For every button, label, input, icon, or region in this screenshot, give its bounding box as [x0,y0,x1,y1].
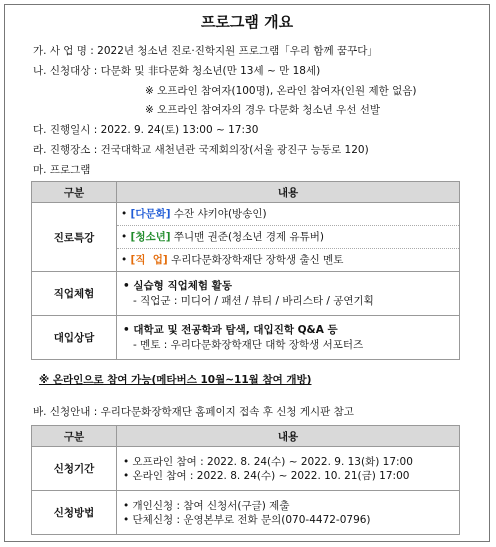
page-title: 프로그램 개요 [200,13,294,31]
target-value: 다문화 및 非다문화 청소년(만 13세 ~ 만 18세) [100,65,321,77]
target-note-1: ※ 오프라인 참여자(100명), 온라인 참여자(인원 제한 없음) [145,85,417,97]
venue-value: 건국대학교 새천년관 국제회의장(서울 광진구 능동로 120) [100,144,369,156]
program-header-category: 구분 [32,182,117,203]
date-value: 2022. 9. 24(토) 13:00 ~ 17:30 [100,124,259,136]
method-category: 신청방법 [32,491,117,535]
program-header-content: 내용 [117,182,460,203]
online-note: ※ 온라인으로 참여 가능(메타버스 10월~11월 참여 개방) [39,374,312,386]
table-row [32,447,460,491]
career-category: 진로특강 [32,203,117,272]
speaker-2: 쭈니맨 권준(청소년 경제 유튜버) [170,231,324,243]
apply-guide-label: 바. 신청안내 [33,406,91,418]
table-row [32,272,460,316]
date-line: 다. 진행일시 : 2022. 9. 24(토) 13:00 ~ 17:30 [33,124,259,136]
apply-header-content: 내용 [117,426,460,447]
job-content [117,272,460,316]
venue-line: 라. 진행장소 : 건국대학교 새천년관 국제회의장(서울 광진구 능동로 120) [33,144,369,156]
target-label: 나. 신청대상 [33,65,91,77]
target-line: 나. 신청대상 : 다문화 및 非다문화 청소년(만 13세 ~ 만 18세) [33,65,321,77]
job-sub: - 직업군 : 미디어 / 패션 / 뷰티 / 바리스타 / 공연기획 [133,294,374,307]
youth-tag: [청소년] [130,231,171,243]
project-name-line: 가. 사 업 명 : 2022년 청소년 진로·진학지원 프로그램「우리 함께 꿈꾸다」 [33,45,378,57]
method-group: • 단체신청 : 운영본부로 전화 문의(070-4472-0796) [123,513,371,526]
apply-guide-value: 우리다문화장학재단 홈페이지 접속 후 신청 게시판 참고 [100,406,354,418]
college-main: • 대학교 및 전공학과 탐색, 대입진학 Q&A 등 [123,323,338,336]
multicultural-tag: [다문화] [130,208,171,220]
job-category: 직업체험 [32,272,117,316]
date-label: 다. 진행일시 [33,124,91,136]
method-content [117,491,460,535]
program-table [31,181,460,360]
apply-header-category: 구분 [32,426,117,447]
list-item: • [직 업] 우리다문화장학재단 장학생 출신 멘토 [121,254,344,266]
college-category: 대입상담 [32,316,117,360]
apply-table [31,425,460,535]
job-main: • 실습형 직업체험 활동 [123,279,232,292]
document-frame [4,4,490,542]
career-content [117,203,460,272]
project-name-value: 2022년 청소년 진로·진학지원 프로그램「우리 함께 꿈꾸다」 [97,45,378,57]
speaker-3: 우리다문화장학재단 장학생 출신 멘토 [167,254,344,266]
period-online: • 온라인 참여 : 2022. 8. 24(수) ~ 2022. 10. 21(금) 17:00 [123,469,410,482]
period-category: 신청기간 [32,447,117,491]
period-content [117,447,460,491]
venue-label: 라. 진행장소 [33,144,91,156]
apply-guide-line: 바. 신청안내 : 우리다문화장학재단 홈페이지 접속 후 신청 게시판 참고 [33,406,354,418]
table-row [32,491,460,535]
program-label: 마. 프로그램 [33,164,91,176]
list-item: • [다문화] 수잔 샤키야(방송인) [117,203,459,226]
apply-table-header [32,426,460,447]
table-row [32,316,460,360]
project-name-label: 가. 사 업 명 [33,45,87,57]
job-tag: [직 업] [130,254,168,266]
program-table-header [32,182,460,203]
method-individual: • 개인신청 : 참여 신청서(구글) 제출 [123,499,290,512]
speaker-1: 수잔 샤키야(방송인) [170,208,267,220]
target-note-2: ※ 오프라인 참여자의 경우 다문화 청소년 우선 선발 [145,104,381,116]
table-row [32,203,460,272]
program-line [33,162,90,177]
college-sub: - 멘토 : 우리다문화장학재단 대학 장학생 서포터즈 [133,338,364,351]
period-offline: • 오프라인 참여 : 2022. 8. 24(수) ~ 2022. 9. 13(화) 17:00 [123,455,413,468]
college-content [117,316,460,360]
list-item: • [청소년] 쭈니맨 권준(청소년 경제 유튜버) [117,226,459,249]
